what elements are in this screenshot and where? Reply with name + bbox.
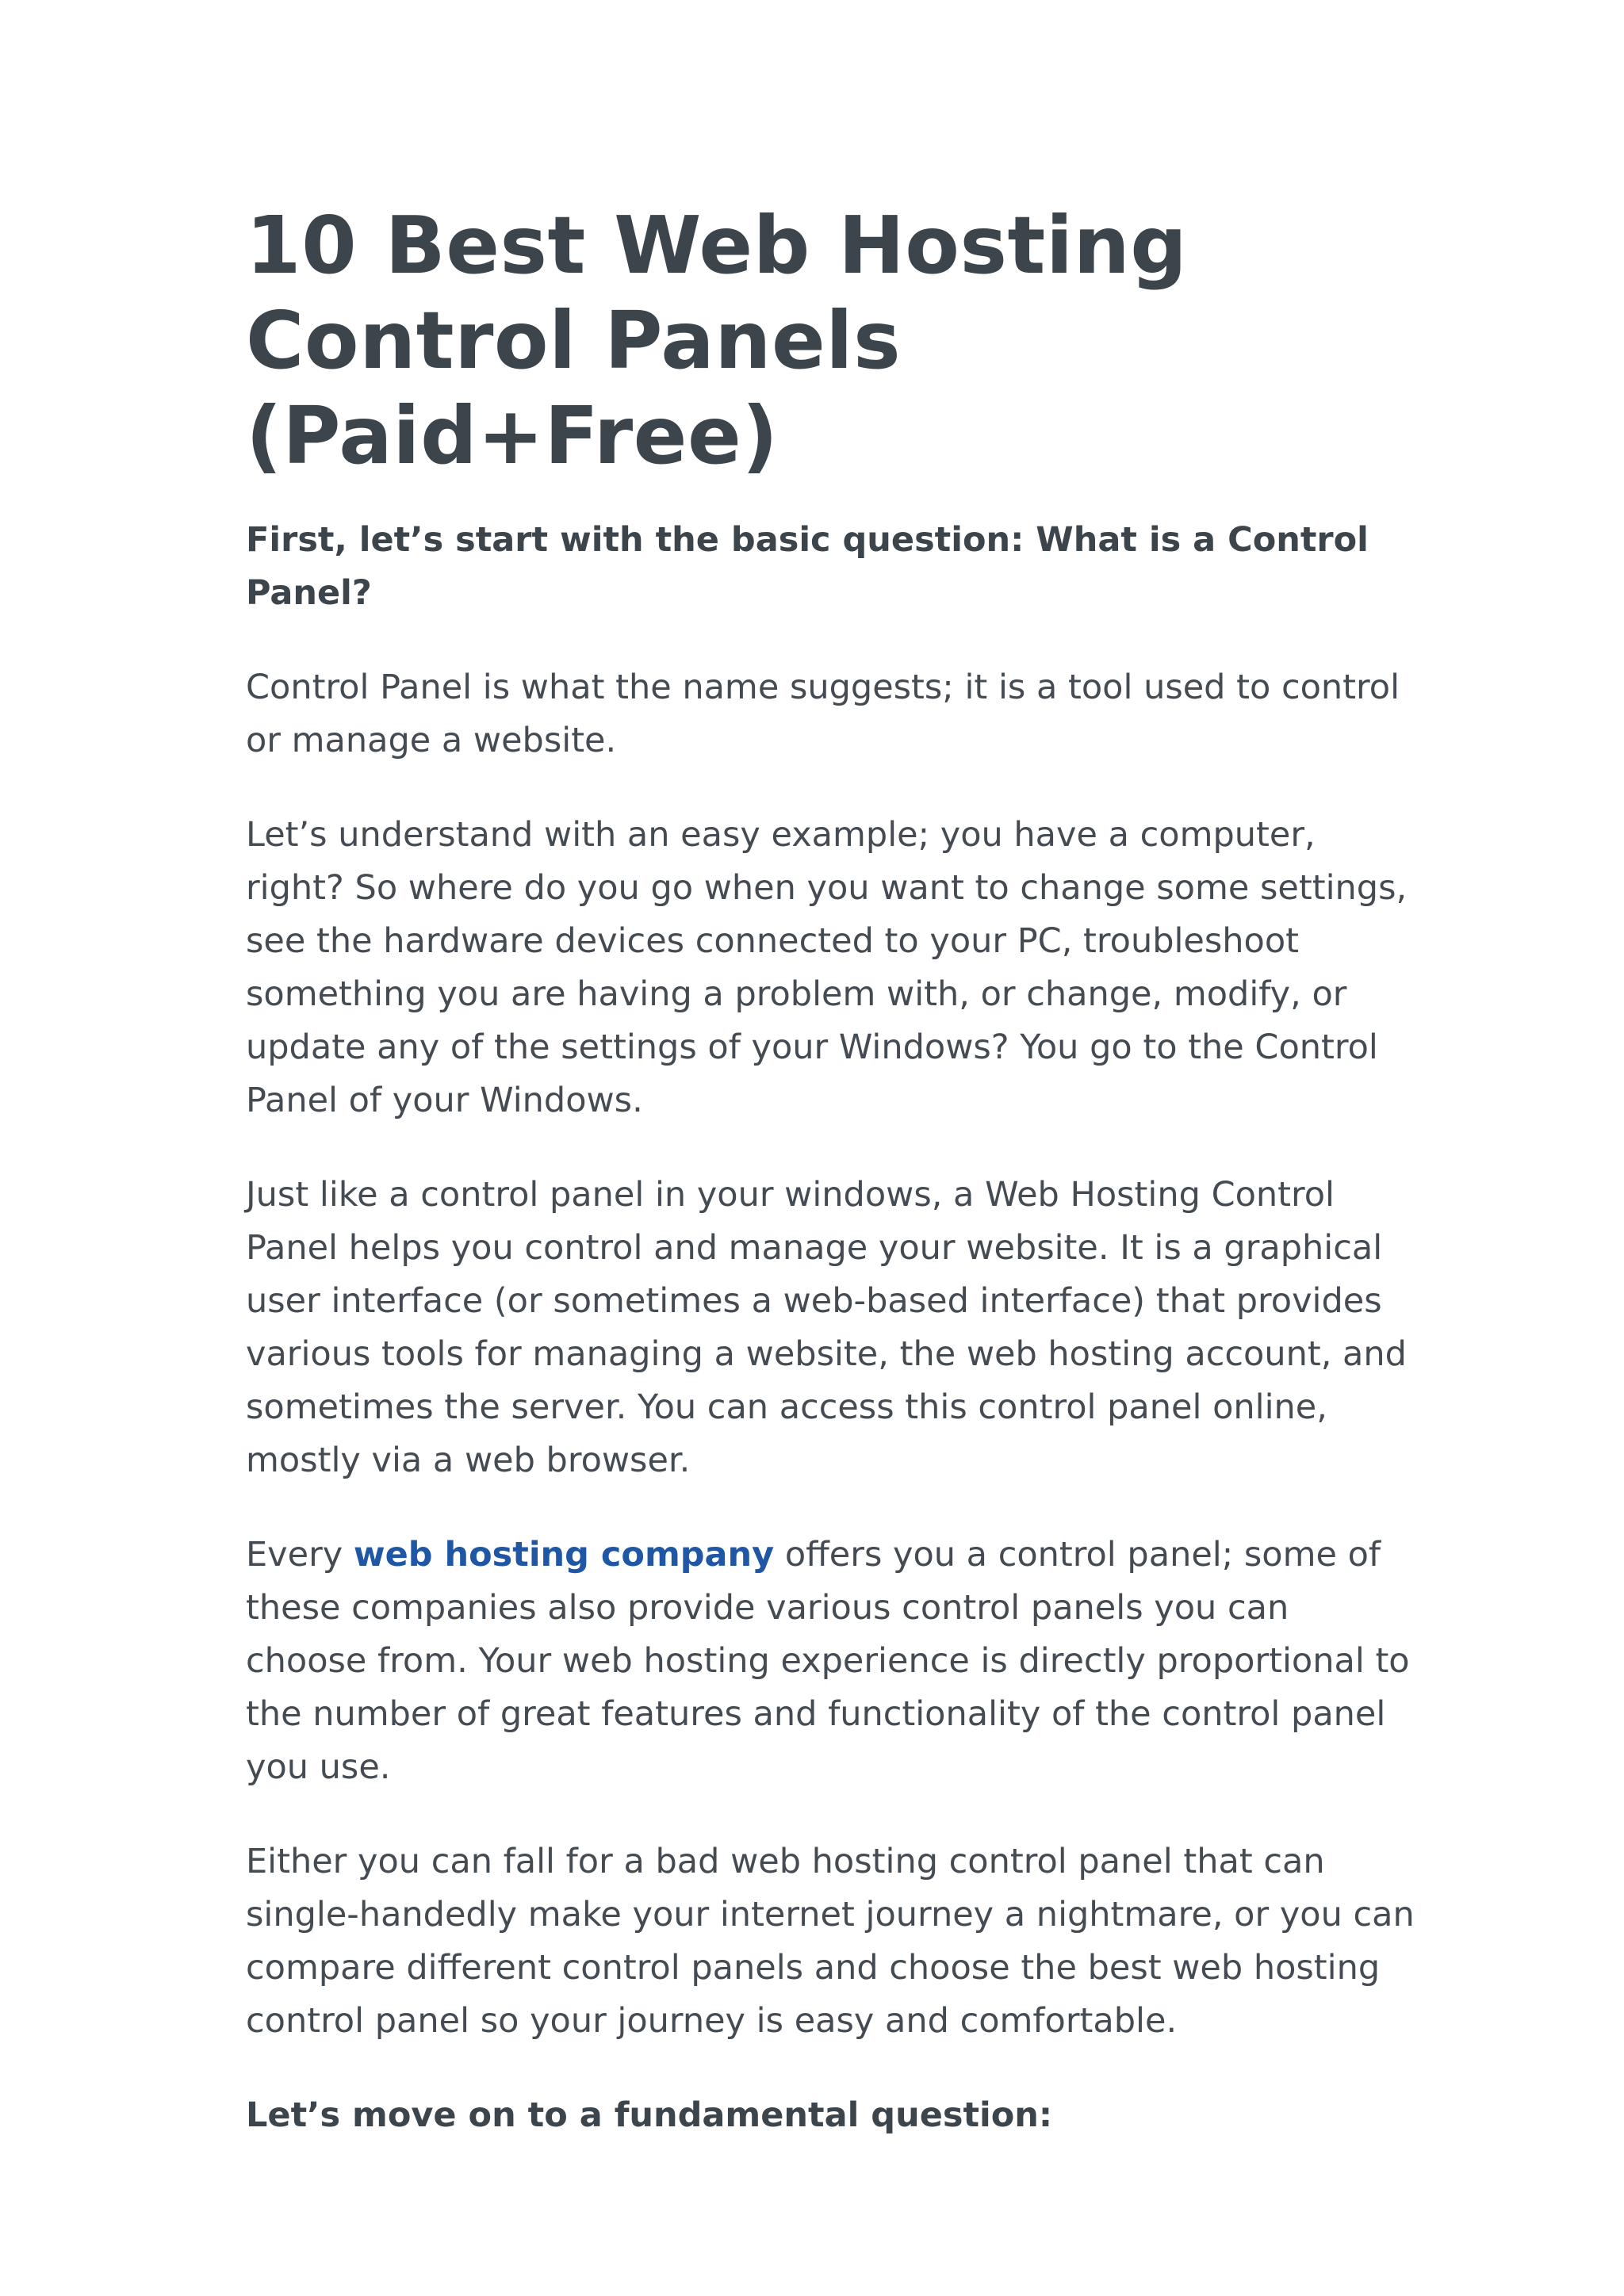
paragraph-hosting-company (246, 1529, 1419, 1794)
lead-question: First, let’s start with the basic question: What is a Control Panel? (246, 520, 1369, 613)
paragraph-web-hosting-panel: Just like a control panel in your windows, a Web Hosting Control Panel helps you control and manage your website. It is a graphical user interface (or sometimes a web-based interface) that provides various tools for managing a website, the web hosting account, and sometimes the server. You can access this control panel online, mostly via a web browser. (246, 1175, 1407, 1480)
web-hosting-company-link[interactable]: web hosting company (353, 1535, 775, 1575)
paragraph-text-before-link: Every (246, 1535, 354, 1575)
paragraph-definition: Control Panel is what the name suggests; it is a tool used to control or manage a website. (246, 668, 1400, 760)
article-title: 10 Best Web Hosting Control Panels (Paid+Free) (246, 199, 1188, 482)
section-subheading: Let’s move on to a fundamental question: (246, 2095, 1053, 2135)
article-body (246, 198, 1419, 2142)
paragraph-example: Let’s understand with an easy example; you have a computer, right? So where do you go when you want to change some settings, see the hardware devices connected to your PC, troubleshoot something you are having a problem with, or change, modify, or update any of the settings of your Windows? You go to the Control Panel of your Windows. (246, 815, 1408, 1120)
paragraph-text-after-link: offers you a control panel; some of these companies also provide various control panels you can choose from. Your web hosting experience is directly proportional to the number of great features and functionality of the control panel you use. (246, 1535, 1410, 1787)
paragraph-choice: Either you can fall for a bad web hosting control panel that can single-handedly make your internet journey a nightmare, or you can compare different control panels and choose the best web hosting control panel so your journey is easy and comfortable. (246, 1842, 1415, 2041)
